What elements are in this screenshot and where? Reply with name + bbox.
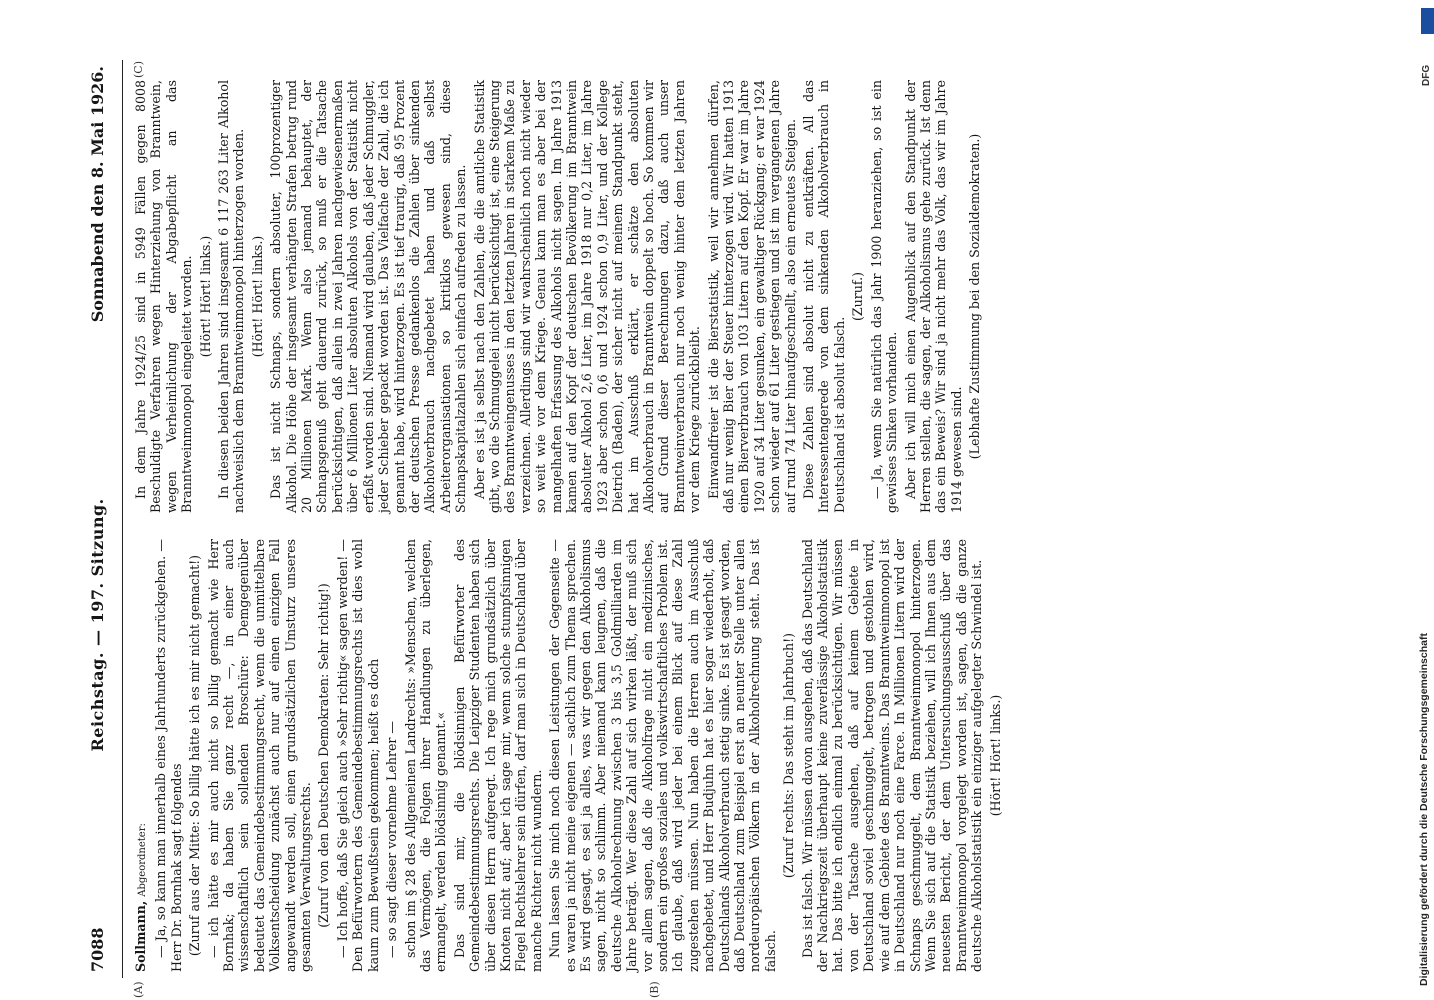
interjection: (Hört! Hört! links.) <box>987 694 1003 817</box>
speaker-line <box>133 539 150 972</box>
margin-marker-c: (C) <box>132 61 145 78</box>
quotation: schon im § 28 des Allgemeinen Landrechts: »Menschen, welchen das Vermögen, die Folgen ihrer Handlungen zu überlegen, ermangelt, werden blödsinnig genannt.« <box>402 539 449 972</box>
paragraph: — Ich hoffe, daß Sie gleich auch »Sehr richtig« sagen werden! — Den Befürwortern des Gemeindebestimmungsrechts ist dies wohl kaum zum Bewußtsein gekommen; heißt es doch <box>334 539 381 972</box>
session-title: Reichstag. — 197. Sitzung. <box>88 498 107 752</box>
dfg-logo <box>1421 8 1434 88</box>
page-header <box>88 60 123 978</box>
margin-marker-b: (B) <box>648 981 661 998</box>
interjection: (Lebhafte Zustimmung bei den Sozialdemokraten.) <box>967 133 983 460</box>
text-columns <box>123 60 1006 978</box>
paragraph: — Ja, so kann man innerhalb eines Jahrhunderts zurückgehen. — Herr Dr. Bornhak sagt folgendes <box>153 539 184 972</box>
dfg-logo-text: DFG <box>1421 64 1432 86</box>
interjection: (Zuruf von den Deutschen Demokraten: Sehr richtig!) <box>316 583 332 928</box>
paragraph: — so sagt dieser vornehme Lehrer — <box>384 720 400 958</box>
left-column <box>133 539 1006 972</box>
digitization-caption-text: Digitalisierung gefördert durch die Deutsche Forschungsgemeinschaft <box>1418 633 1430 986</box>
paragraph: Diese Zahlen sind absolut nicht zu entkräften. All das Interessentengerede von dem sinkenden Alkoholverbrauch in Deutschland ist absolut falsch. <box>801 80 847 513</box>
page-date: Sonnabend den 8. Mai 1926. <box>88 66 107 323</box>
dfg-logo-mark <box>1421 8 1434 34</box>
right-column <box>133 80 1006 513</box>
paragraph: In dem Jahre 1924/25 sind in 5949 Fällen gegen 8008 Beschuldigte Verfahren wegen Hinterziehung von Branntwein, wegen Verheimlichung der Abgabepflicht an das Branntweinmonopol eingeleitet worden. <box>133 80 195 513</box>
paragraph: Aber ich will mich einen Augenblick auf den Standpunkt der Herren stellen, die sagen, der Alkoholismus gehe zurück. Ist denn das ein Beweis? Wir sind ja nicht mehr das Volk, das wir im Jahre 1914 gewesen sind. <box>902 80 964 513</box>
paragraph: — Ja, wenn Sie natürlich das Jahr 1900 heranziehen, so ist ein gewisses Sinken vorhanden. <box>868 80 900 513</box>
interjection: (Hört! Hört! links.) <box>197 235 213 358</box>
newspaper-page <box>88 60 1370 998</box>
page-number: 7088 <box>88 927 107 972</box>
digitization-caption <box>1418 96 1434 996</box>
paragraph: Das ist nicht Schnaps, sondern absoluter, 100prozentiger Alkohol. Die Höhe der insgesamt verhängten Strafen betrug rund 20 Millionen Mark. Wenn also jemand behauptet, der Schnapsgenuß geht dauernd zurück, so muß er die Tatsache berücksichtigen, daß allein in zwei Jahren nachgewiesenermaßen über 6 Millionen Liter absoluten Alkohols von der Statistik nicht erfaßt worden sind. Niemand wird glauben, daß jeder Schmuggler, jeder Schieber gepackt worden ist. Das Vielfache der Zahl, die ich genannt habe, wird hinterzogen. Es ist tief traurig, daß 95 Prozent der deutschen Presse gedankenlos die Zahlen über sinkenden Alkoholverbrauch nachgebetet haben und daß selbst Arbeiterorganisationen so kritiklos gewesen sind, diese Schnapskapitalzahlen sich einfach aufreden zu lassen. <box>268 80 469 513</box>
paragraph: In diesen beiden Jahren sind insgesamt 6 117 263 Liter Alkohol nachweislich dem Branntweinmonopol hinterzogen worden. <box>216 80 247 513</box>
paragraph: Nun lassen Sie mich noch diesen Leistungen der Gegenseite — es waren ja nicht meine eigenen — sachlich zum Thema sprechen. Es wird gesagt, es sei ja alles, was wir gegen den Alkoholismus sagen, nicht so schlimm. Aber niemand kann leugnen, daß die deutsche Alkoholrechnung zwischen 3 bis 3,5 Goldmilliarden im Jahre beträgt. Wer diese Zahl auf sich wirken läßt, der muß sich vor allem sagen, daß die Alkoholfrage nicht ein medizinisches, sondern ein großes soziales und volkswirtschaftliches Problem ist. Ich glaube, daß wird jeder bei einem Blick auf diese Zahl zugestehen müssen. Nun haben die Herren auch im Ausschuß nachgebetet, und Herr Budjuhn hat es hier sogar wiederholt, daß Deutschlands Alkoholverbrauch stetig sinke. Es ist gesagt worden, daß Deutschland zum Beispiel erst an neunter Stelle unter allen nordeuropäischen Völkern in der Alkoholrechnung steht. Das ist falsch. <box>547 539 778 972</box>
interjection: (Zuruf aus der Mitte: So billig hätte ich es mir nicht gemacht!) <box>187 554 203 957</box>
paragraph: Das ist falsch. Wir müssen davon ausgehen, daß das Deutschland der Nachkriegszeit überhaupt keine zuverlässige Alkoholstatistik hat. Das bitte ich endlich einmal zu berücksichtigen. Wir müssen von der Tatsache ausgehen, daß auf keinem Gebiete in Deutschland soviel geschmuggelt, betrogen und gestohlen wird, wie auf dem Gebiete des Branntweins. Das Branntweinmonopol ist in Deutschland nur noch eine Farce. In Millionen Litern wird der Schnaps geschmuggelt, dem Branntweinmonopol hinterzogen. Wenn Sie sich auf die Statistik beziehen, will ich Ihnen aus dem neuesten Bericht, der dem Untersuchungsausschuß über das Branntweinmonopol vorgelegt worden ist, sagen, daß die ganze deutsche Alkoholstatistik ein einziger aufgelegter Schwindel ist. <box>799 539 985 972</box>
paragraph: Einwandfreier ist die Bierstatistik, weil wir annehmen dürfen, daß nur wenig Bier der Steuer hinterzogen wird. Wir hatten 1913 einen Bierverbrauch von 103 Litern auf den Kopf. Er war im Jahre 1920 auf 34 Liter gesunken, ein gewaltiger Rückgang; er war 1924 schon wieder auf 61 Liter gestiegen und ist im vergangenen Jahre auf rund 74 Liter hinaufgeschnellt, also ein erneutes Steigen. <box>705 80 798 513</box>
interjection: (Hört! Hört! links.) <box>249 235 265 358</box>
speaker-name: Sollmann, <box>133 900 148 972</box>
paragraph: Aber es ist ja selbst nach den Zahlen, die die amtliche Statistik gibt, wo die Schmuggelei nicht berücksichtigt ist, eine Steigerung des Branntweingenusses in den letzten Jahren in starkem Maße zu verzeichnen. Allerdings sind wir wahrscheinlich noch nicht wieder so weit wie vor dem Kriege. Genau kann man es aber bei der mangelhaften Erfassung des Alkohols nicht sagen. Im Jahre 1913 kamen auf den Kopf der deutschen Bevölkerung im Branntwein absoluter Alkohol 2,6 Liter, im Jahre 1918 nur 0,2 Liter, im Jahre 1923 aber schon 0,6 und 1924 schon 0,9 Liter, und der Kollege Dietrich (Baden), der sicher nicht auf meinem Standpunkt steht, hat im Ausschuß erklärt, er schätze den absoluten Alkoholverbrauch in Branntwein doppelt so hoch. So kommen wir auf Grund dieser Berechnungen dazu, daß auch unser Branntweinverbrauch nur noch wenig hinter dem letzten Jahren vor dem Kriege zurückbleibt. <box>471 80 703 513</box>
paragraph: — ich hätte es mir auch nicht so billig gemacht wie Herr Bornhak; da haben Sie ganz recht —, in einer auch wissenschaftlich sein sollenden Broschüre: Demgegenüber bedeutet das Gemeindebestimmungsrecht, wenn die unmittelbare Volksentscheidung zunächst auch nur auf einen einzigen Fall angewandt werden soll, einen grundsätzlichen Umsturz unseres gesamten Verwaltungsrechts. <box>205 539 314 972</box>
paragraph: Das sind mir, die blödsinnigen Befürworter des Gemeindebestimmungsrechts. Die Leipziger Studenten haben sich über diesen Herrn aufgeregt. Ich rege mich grundsätzlich über Knoten nicht auf; aber ich sage mir, wenn solche stumpfsinnigen Flegel Rechtslehrer sein dürfen, darf man sich in Deutschland über manche Richter nicht wundern. <box>451 539 544 972</box>
interjection: (Zuruf rechts: Das steht im Jahrbuch!) <box>781 632 797 879</box>
speaker-role: Abgeordneter: <box>137 823 148 897</box>
interjection: (Zuruf.) <box>850 271 866 322</box>
margin-marker-a: (A) <box>132 981 145 998</box>
